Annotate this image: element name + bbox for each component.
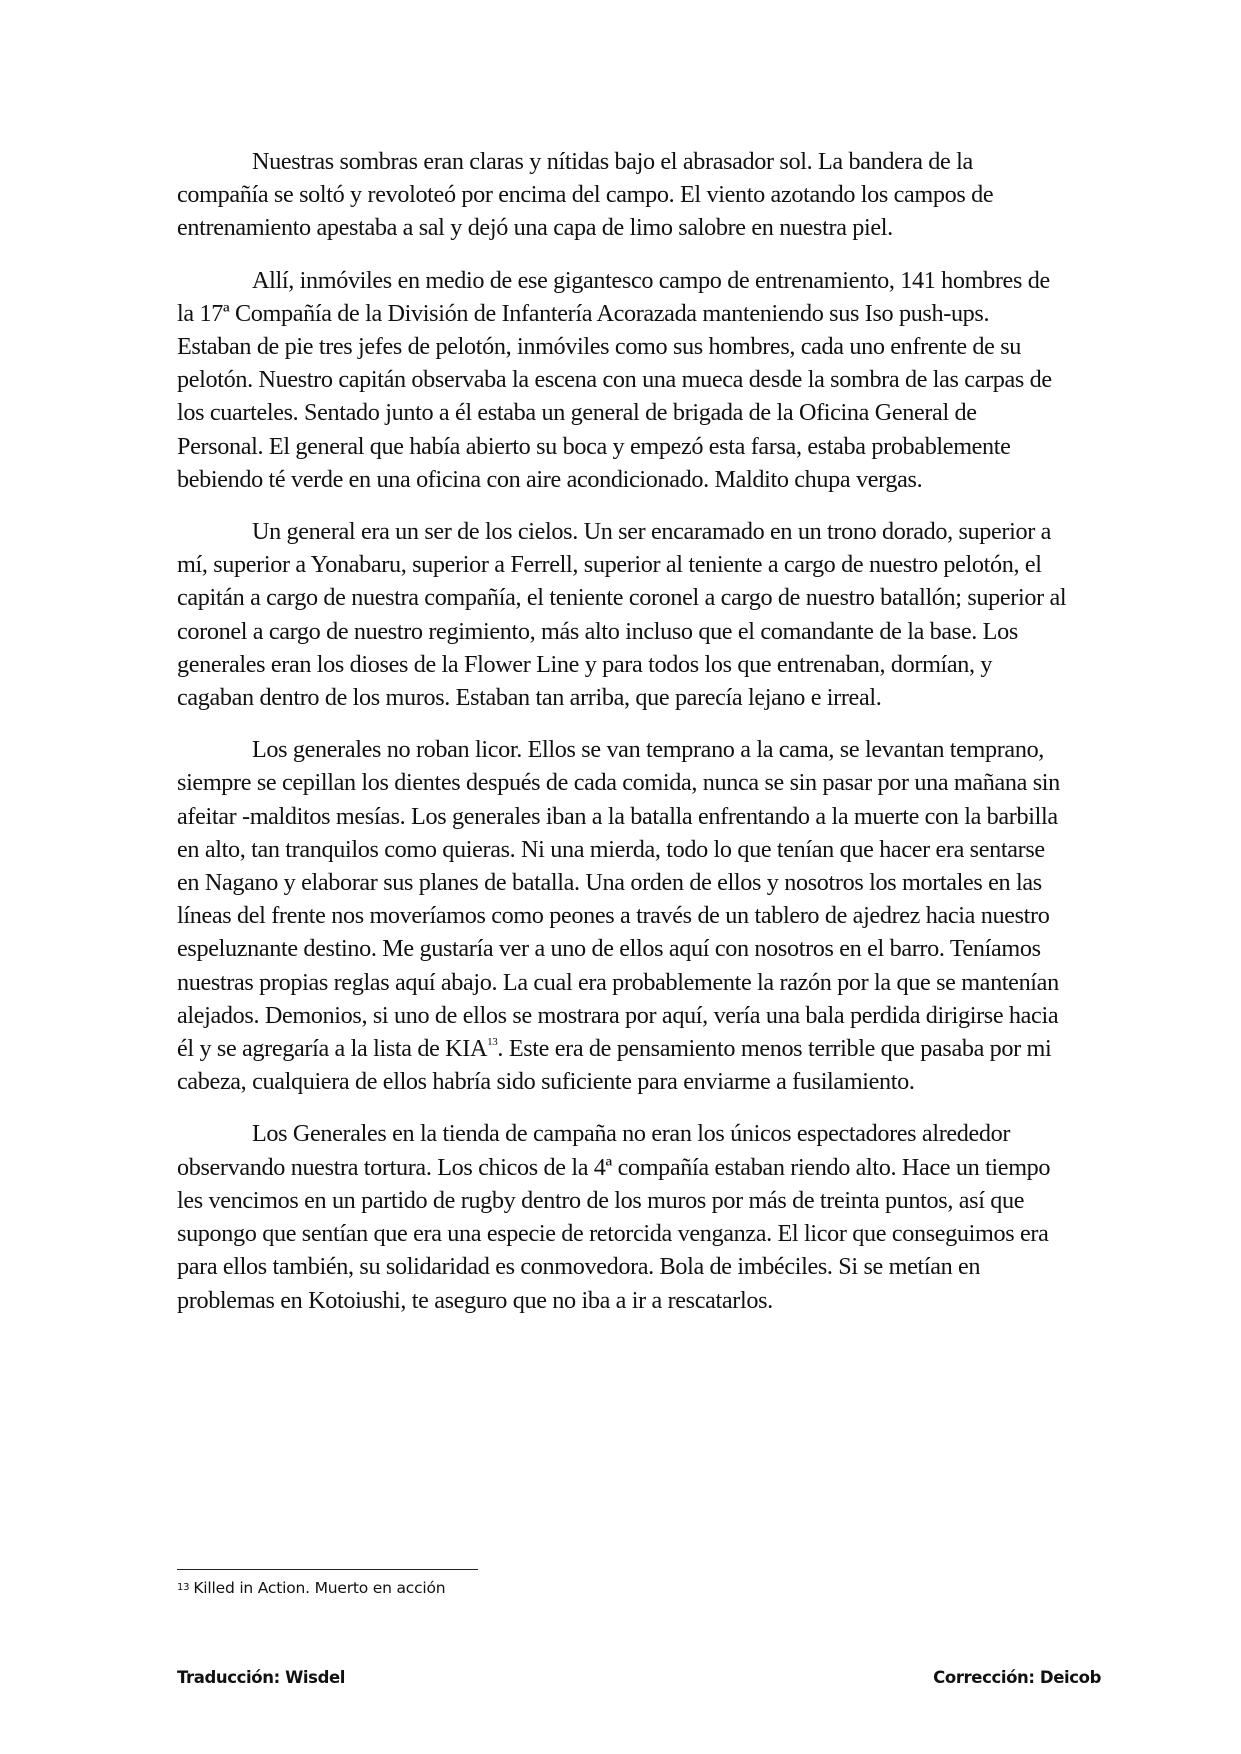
- footnote-number: 13: [177, 1582, 190, 1593]
- paragraph-3: Un general era un ser de los cielos. Un ser encaramado en un trono dorado, superior a mí, superior a Yonabaru, superior a Ferrell, superior al teniente a cargo de nuestro pelotón, el capitán a cargo de nuestra compañía, el teniente coronel a cargo de nuestro batallón; superior al coronel a cargo de nuestro regimiento, más alto incluso que el comandante de la base. Los generales eran los dioses de la Flower Line y para todos los que entrenaban, dormían, y cagaban dentro de los muros. Estaban tan arriba, que parecía lejano e irreal.: [177, 518, 1067, 712]
- paragraph-4-text-a: Los generales no roban licor. Ellos se van temprano a la cama, se levantan temprano, siempre se cepillan los dientes después de cada comida, nunca se sin pasar por una mañana sin afeitar -malditos mesías. Los generales iban a la batalla enfrentando a la muerte con la barbilla en alto, tan tranquilos como quieras. Ni una mierda, todo lo que tenían que hacer era sentarse en Nagano y elaborar sus planes de batalla. Una orden de ellos y nosotros los mortales en las líneas del frente nos moveríamos como peones a través de un tablero de ajedrez hacia nuestro espeluznante destino. Me gustaría ver a uno de ellos aquí con nosotros en el barro. Teníamos nuestras propias reglas aquí abajo. La cual era probablemente la razón por la que se mantenían alejados. Demonios, si uno de ellos se mostrara por aquí, vería una bala perdida dirigirse hacia él y se agregaría a la lista de KIA: [177, 736, 1060, 1063]
- paragraph-5: Los Generales en la tienda de campaña no eran los únicos espectadores alrededor observando nuestra tortura. Los chicos de la 4ª compañía estaban riendo alto. Hace un tiempo les vencimos en un partido de rugby dentro de los muros por más de treinta puntos, así que supongo que sentían que era una especie de retorcida venganza. El licor que conseguimos era para ellos también, su solidaridad es conmovedora. Bola de imbéciles. Si se metían en problemas en Kotoiushi, te aseguro que no iba a ir a rescatarlos.: [177, 1120, 1051, 1314]
- footer-correction-credit: Corrección: Deicob: [933, 1668, 1101, 1687]
- footnote-reference[interactable]: 13: [487, 1036, 498, 1049]
- footnote-separator: [177, 1569, 478, 1570]
- paragraph-1: Nuestras sombras eran claras y nítidas bajo el abrasador sol. La bandera de la compañía se soltó y revoloteó por encima del campo. El viento azotando los campos de entrenamiento apestaba a sal y dejó una capa de limo salobre en nuestra piel.: [177, 148, 994, 242]
- footnote: [177, 1579, 445, 1597]
- footnote-text: Killed in Action. Muerto en acción: [193, 1579, 446, 1597]
- body-text: [177, 145, 1067, 1336]
- paragraph-2: Allí, inmóviles en medio de ese gigantesco campo de entrenamiento, 141 hombres de la 17ª Compañía de la División de Infantería Acorazada manteniendo sus Iso push-ups. Estaban de pie tres jefes de pelotón, inmóviles como sus hombres, cada uno enfrente de su pelotón. Nuestro capitán observaba la escena con una mueca desde la sombra de las carpas de los cuarteles. Sentado junto a él estaba un general de brigada de la Oficina General de Personal. El general que había abierto su boca y empezó esta farsa, estaba probablemente bebiendo té verde en una oficina con aire acondicionado. Maldito chupa vergas.: [177, 266, 1052, 493]
- paragraph-4: [177, 733, 1067, 1098]
- footer-translation-credit: Traducción: Wisdel: [177, 1668, 346, 1687]
- paragraph-4-text-b: . Este era de pensamiento menos terrible que pasaba por mi cabeza, cualquiera de ellos habría sido suficiente para enviarme a fusilamiento.: [177, 1035, 1052, 1096]
